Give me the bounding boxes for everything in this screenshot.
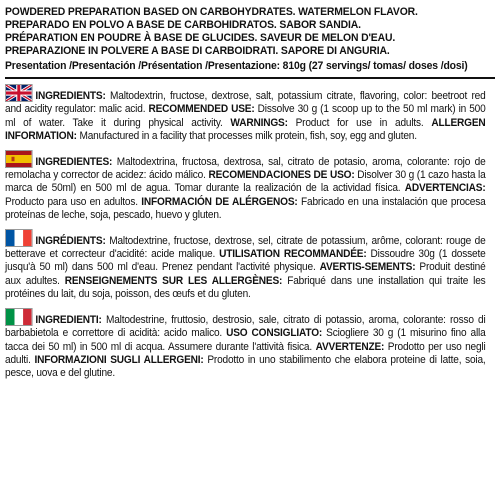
header-divider bbox=[5, 77, 495, 79]
allergen-label-it: INFORMAZIONI SUGLI ALLERGENI: bbox=[34, 353, 204, 366]
spain-flag-icon bbox=[5, 150, 33, 168]
allergen-text-fr: Fabriqué dans une installation qui traite les protéines du lait, du soja, poisson, des œufs et du gluten. bbox=[5, 274, 486, 301]
section-french bbox=[5, 229, 486, 302]
warnings-text-it: Prodotto per uso negli adulti. bbox=[5, 340, 486, 366]
section-english bbox=[5, 84, 486, 144]
header-line-it: PREPARAZIONE IN POLVERE A BASE DI CARBOIDRATI. SAPORE DI ANGURIA. bbox=[5, 45, 390, 57]
warnings-label-es: ADVERTENCIAS: bbox=[404, 182, 486, 195]
ingredients-text-it: Maltodestrine, fruttosio, destrosio, sale, citrato di potassio, aroma, colorante: rosso di barbabietola e correttore di acidità: acido malico. bbox=[5, 313, 486, 340]
ingredients-text-en: Maltodextrin, fructose, dextrose, salt, potassium citrate, flavoring, color: beetroot red and acidity regulator: malic acid. bbox=[5, 90, 486, 116]
presentation-line: Presentation /Presentación /Présentation /Presentazione: 810g (27 servings/ tomas/ doses /dosi) bbox=[5, 60, 468, 72]
header-line-fr: PRÉPARATION EN POUDRE À BASE DE GLUCIDES. SAVEUR DE MELON D'EAU. bbox=[5, 32, 396, 44]
use-text-it: Sciogliere 30 g (1 misurino fino alla tacca dei 50 ml) in 500 ml di acqua. Assumere durante l'attività fisica. bbox=[5, 327, 486, 353]
use-label-fr: UTILISATION RECOMMANDÉE: bbox=[219, 248, 367, 261]
section-italian bbox=[5, 308, 486, 381]
use-text-en: Dissolve 30 g (1 scoop up to the 50 ml mark) in 500 ml of water. Take it during physical activity. bbox=[5, 103, 486, 129]
ingredients-label-it: INGREDIENTI: bbox=[35, 313, 102, 326]
allergen-label-es: INFORMACIÓN DE ALÉRGENOS: bbox=[141, 195, 298, 208]
ingredients-label-fr: INGRÉDIENTS: bbox=[35, 234, 106, 247]
header-line-en: POWDERED PREPARATION BASED ON CARBOHYDRATES. WATERMELON FLAVOR. bbox=[5, 6, 418, 18]
france-flag-icon bbox=[5, 229, 33, 247]
use-text-fr: Dissoudre 30g (1 dossete jusqu'à 50 ml) dans 500 ml d'eau. Prenez pendant l'activité physique. bbox=[5, 248, 486, 274]
product-header bbox=[5, 6, 495, 73]
use-text-es: Disolver 30 g (1 cazo hasta la marca de 50ml) en 500 ml de agua. Tomar durante la realización de la actividad física. bbox=[5, 169, 486, 195]
allergen-text-es: Fabricado en una instalación que procesa proteínas de leche, soja, pescado, huevo y gluten. bbox=[5, 195, 486, 222]
allergen-label-en: ALLERGEN INFORMATION: bbox=[5, 116, 486, 143]
warnings-label-en: WARNINGS: bbox=[230, 116, 288, 129]
allergen-label-fr: RENSEIGNEMENTS SUR LES ALLERGÈNES: bbox=[64, 274, 283, 287]
warnings-label-it: AVVERTENZE: bbox=[315, 340, 385, 353]
allergen-text-en: Manufactured in a facility that processes milk protein, fish, soy, egg and gluten. bbox=[76, 130, 417, 143]
warnings-text-fr: Produit destiné aux adultes. bbox=[5, 261, 486, 287]
warnings-label-fr: AVERTIS-SEMENTS: bbox=[319, 261, 416, 274]
italy-flag-icon bbox=[5, 308, 33, 326]
use-label-it: USO CONSIGLIATO: bbox=[226, 327, 323, 340]
allergen-text-it: Prodotto in uno stabilimento che elabora proteine di latte, soia, pesce, uova e del glutine. bbox=[5, 353, 486, 380]
ingredients-text-es: Maltodextrina, fructosa, dextrosa, sal, citrato de potasio, aroma, colorante: rojo de remolacha y corrector de acidez: ácido málico. bbox=[5, 155, 486, 182]
use-label-en: RECOMMENDED USE: bbox=[148, 103, 255, 116]
header-line-es: PREPARADO EN POLVO A BASE DE CARBOHIDRATOS. SABOR SANDIA. bbox=[5, 19, 361, 31]
ingredients-label-en: INGREDIENTS: bbox=[35, 90, 106, 102]
use-label-es: RECOMENDACIONES DE USO: bbox=[208, 169, 355, 182]
warnings-text-es: Producto para uso en adultos. bbox=[5, 195, 142, 208]
warnings-text-en: Product for use in adults. bbox=[287, 116, 432, 129]
ingredients-label-es: INGREDIENTES: bbox=[35, 155, 113, 168]
ingredients-text-fr: Maltodextrine, fructose, dextrose, sel, citrate de potassium, arôme, colorant: rouge de betterave et correcteur d'acidité: acide malique. bbox=[5, 234, 486, 261]
section-spanish bbox=[5, 150, 486, 223]
uk-flag-icon bbox=[5, 84, 33, 102]
